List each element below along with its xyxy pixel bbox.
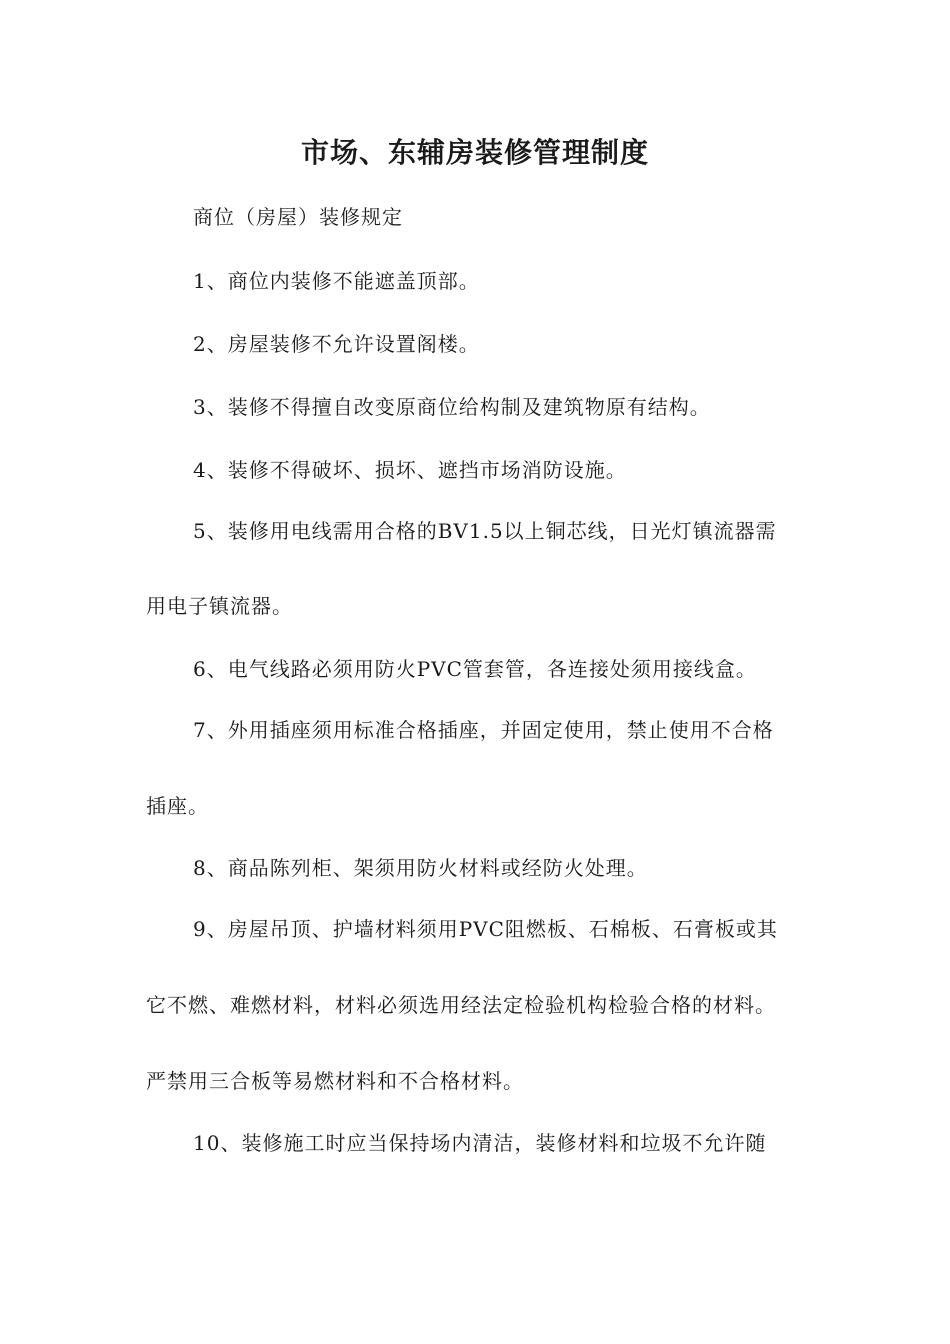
rule-line-10: 10、装修施工时应当保持场内清洁，装修材料和垃圾不允许随 [193, 1131, 767, 1155]
rule-line-7: 7、外用插座须用标准合格插座，并固定使用，禁止使用不合格 [193, 718, 774, 742]
section-heading: 商位（房屋）装修规定 [193, 205, 403, 229]
rule-line-9-cont-1: 它不燃、难燃材料，材料必须选用经法定检验机构检验合格的材料。 [146, 993, 776, 1017]
rule-line-8: 8、商品陈列柜、架须用防火材料或经防火处理。 [193, 856, 648, 880]
rule-line-9: 9、房屋吊顶、护墙材料须用PVC阻燃板、石棉板、石膏板或其 [193, 917, 778, 941]
rule-line-5-cont: 用电子镇流器。 [146, 594, 293, 618]
document-title: 市场、东辅房装修管理制度 [300, 136, 649, 169]
rule-line-2: 2、房屋装修不允许设置阁楼。 [193, 332, 480, 356]
rule-line-7-cont: 插座。 [146, 794, 209, 818]
rule-line-5: 5、装修用电线需用合格的BV1.5以上铜芯线，日光灯镇流器需 [193, 519, 777, 543]
rule-line-3: 3、装修不得擅自改变原商位给构制及建筑物原有结构。 [193, 395, 711, 419]
rule-line-4: 4、装修不得破坏、损坏、遮挡市场消防设施。 [193, 458, 627, 482]
rule-line-1: 1、商位内装修不能遮盖顶部。 [193, 269, 480, 293]
rule-line-9-cont-2: 严禁用三合板等易燃材料和不合格材料。 [146, 1069, 524, 1093]
rule-line-6: 6、电气线路必须用防火PVC管套管，各连接处须用接线盒。 [193, 657, 757, 681]
